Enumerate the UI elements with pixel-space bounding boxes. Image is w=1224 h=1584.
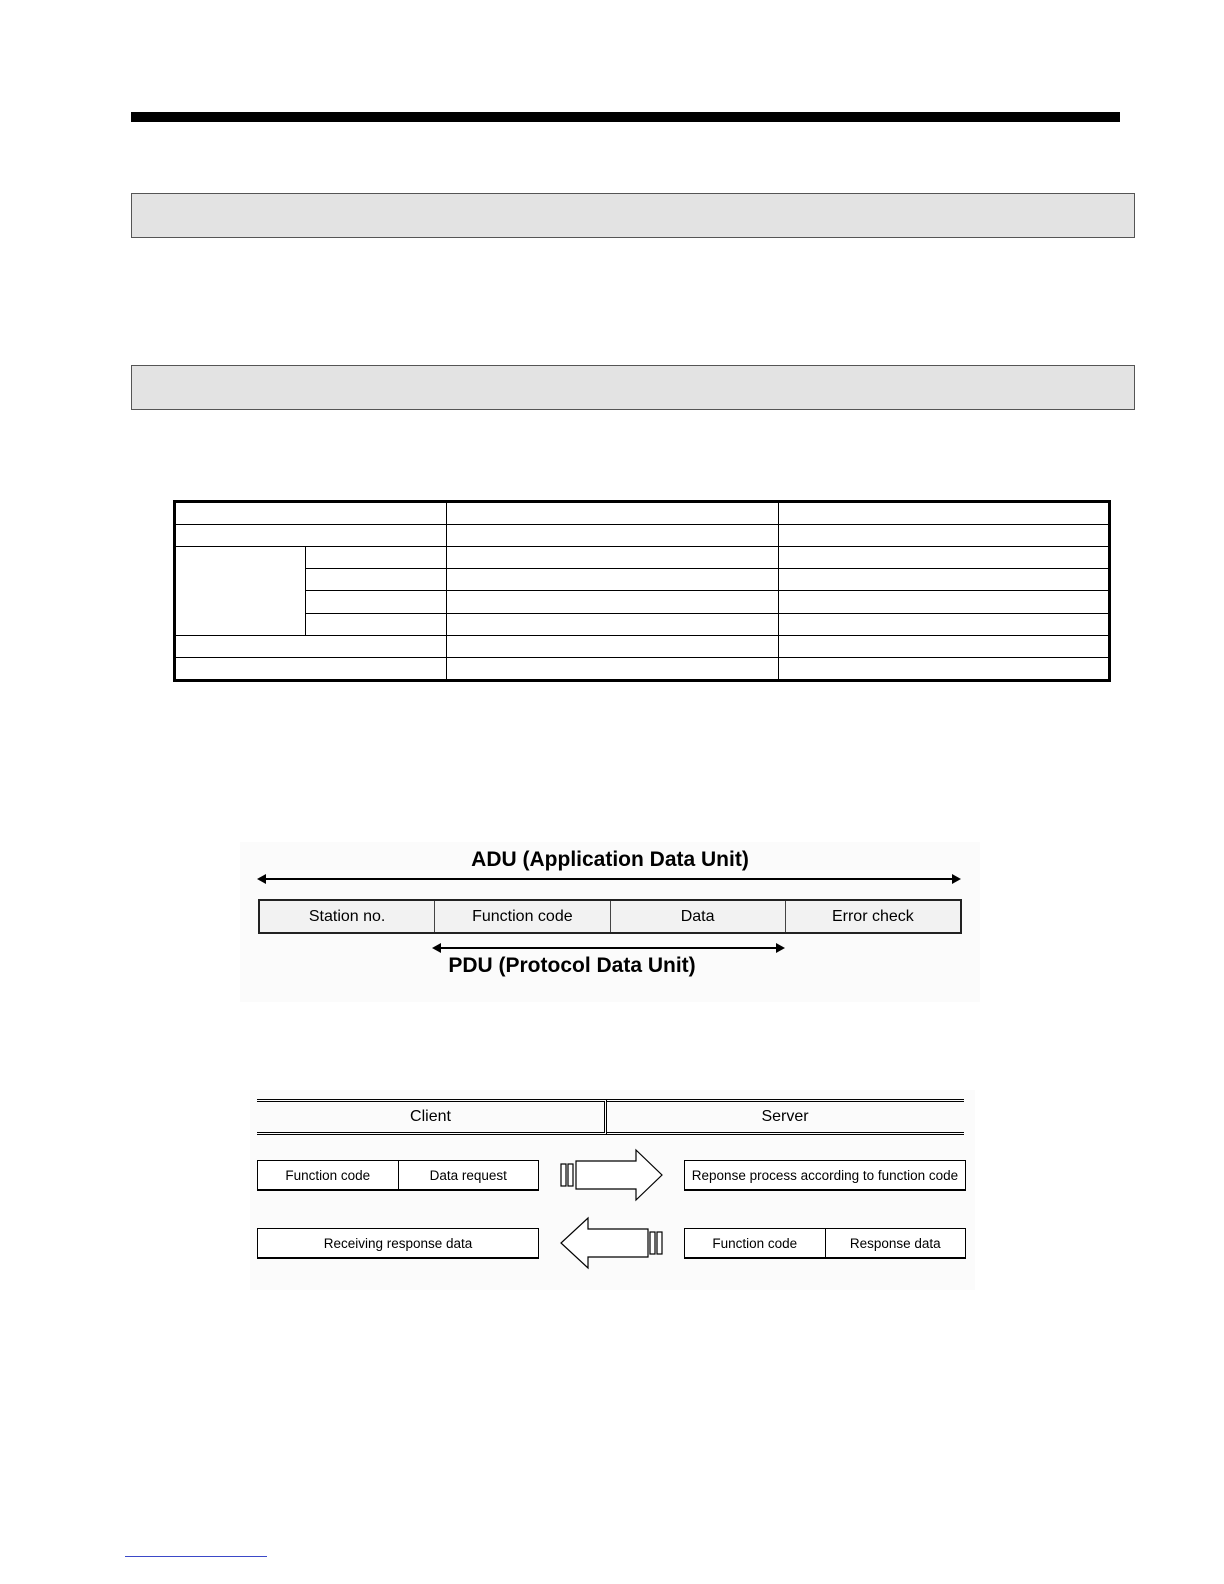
table-row xyxy=(175,547,1110,569)
field-station-no: Station no. xyxy=(260,901,435,932)
server-response-box xyxy=(684,1228,966,1259)
response-arrow-icon xyxy=(558,1216,664,1270)
frame-fields xyxy=(258,899,962,934)
section-heading-bar-1 xyxy=(131,193,1135,238)
client-receive-text: Receiving response data xyxy=(323,1235,473,1251)
field-error-check: Error check xyxy=(831,907,914,925)
table-row xyxy=(175,569,1110,591)
table-row xyxy=(175,525,1110,547)
client-header: Client xyxy=(257,1099,607,1135)
client-receive-box xyxy=(257,1228,539,1259)
server-process-text: Reponse process according to function code xyxy=(691,1167,959,1183)
communication-spec-table xyxy=(173,500,1111,682)
server-process-box xyxy=(684,1160,966,1191)
table-row xyxy=(175,635,1110,657)
request-function-code: Function code xyxy=(258,1161,399,1189)
adu-arrow-right xyxy=(952,874,961,884)
response-function-code: Function code xyxy=(685,1229,826,1257)
pdu-arrow-right xyxy=(776,943,785,953)
pdu-arrow-line xyxy=(439,947,776,949)
request-data: Data request xyxy=(429,1167,507,1183)
header-rule xyxy=(131,112,1120,122)
adu-arrow-line xyxy=(264,878,958,880)
table-row xyxy=(175,657,1110,680)
request-arrow-icon xyxy=(560,1148,666,1202)
field-function-code: Function code xyxy=(435,901,610,932)
field-data: Data xyxy=(611,901,786,932)
client-request-box xyxy=(257,1160,539,1191)
adu-label: ADU (Application Data Unit) xyxy=(471,848,749,871)
server-header: Server xyxy=(606,1099,964,1135)
pdu-label: PDU (Protocol Data Unit) xyxy=(448,954,696,977)
table-row xyxy=(175,591,1110,613)
section-heading-bar-2 xyxy=(131,365,1135,410)
footer-link-underline[interactable] xyxy=(125,1556,267,1557)
client-server-flow-diagram xyxy=(250,1090,975,1290)
table-row xyxy=(175,613,1110,635)
modbus-frame-diagram xyxy=(240,842,980,1002)
response-data: Response data xyxy=(849,1235,941,1251)
table-row xyxy=(175,502,1110,525)
